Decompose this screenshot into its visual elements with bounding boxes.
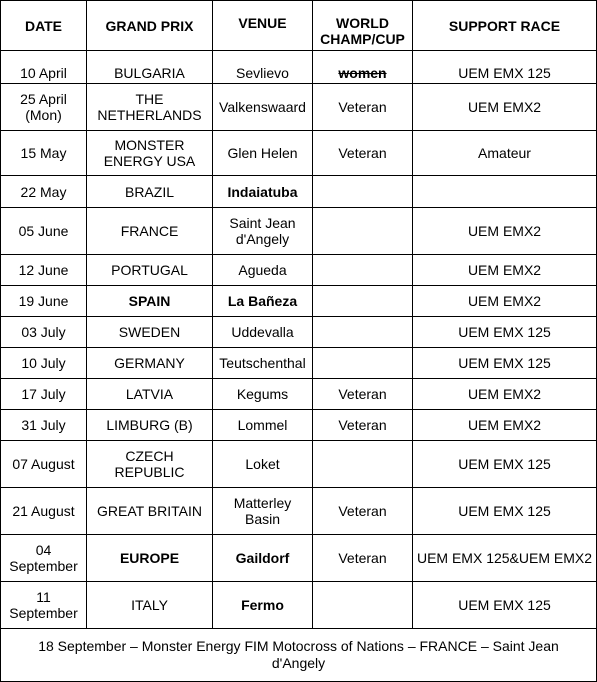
cell-grand-prix: GERMANY <box>87 348 213 379</box>
cell-venue: Agueda <box>213 255 313 286</box>
cell-venue: Lommel <box>213 410 313 441</box>
cell-world: Veteran <box>313 535 413 582</box>
cell-world <box>313 51 413 84</box>
cell-world: Veteran <box>313 131 413 176</box>
cell-venue: Saint Jean d'Angely <box>213 208 313 255</box>
cell-date: 11 September <box>1 582 87 629</box>
cell-date: 19 June <box>1 286 87 317</box>
cell-venue: Uddevalla <box>213 317 313 348</box>
cell-date: 10 July <box>1 348 87 379</box>
cell-world <box>313 582 413 629</box>
cell-support: UEM EMX 125 <box>413 441 597 488</box>
cell-world: Veteran <box>313 410 413 441</box>
footer-row <box>1 629 597 682</box>
cell-support: UEM EMX2 <box>413 379 597 410</box>
cell-venue: Fermo <box>213 582 313 629</box>
cell-support: UEM EMX2 <box>413 255 597 286</box>
cell-grand-prix: FRANCE <box>87 208 213 255</box>
cell-grand-prix: BRAZIL <box>87 176 213 208</box>
cell-grand-prix: ITALY <box>87 582 213 629</box>
table-row <box>1 176 597 208</box>
cell-date: 25 April (Mon) <box>1 84 87 131</box>
header-world-champ-cup <box>313 1 413 51</box>
cell-date: 22 May <box>1 176 87 208</box>
table-row <box>1 286 597 317</box>
table-row <box>1 441 597 488</box>
cell-grand-prix: BULGARIA <box>87 51 213 84</box>
header-row <box>1 1 597 51</box>
table-row <box>1 348 597 379</box>
cell-world: Veteran <box>313 379 413 410</box>
cell-grand-prix: SPAIN <box>87 286 213 317</box>
cell-support: Amateur <box>413 131 597 176</box>
header-world-line1: WORLD <box>336 15 389 31</box>
table-row <box>1 535 597 582</box>
cell-venue: Glen Helen <box>213 131 313 176</box>
cell-date: 05 June <box>1 208 87 255</box>
cell-date: 03 July <box>1 317 87 348</box>
header-world-line2: CHAMP/CUP <box>320 31 405 47</box>
cell-world-struck: women <box>338 65 387 81</box>
cell-world <box>313 255 413 286</box>
cell-venue: Gaildorf <box>213 535 313 582</box>
cell-support: UEM EMX2 <box>413 286 597 317</box>
cell-grand-prix: LIMBURG (B) <box>87 410 213 441</box>
cell-venue: Kegums <box>213 379 313 410</box>
table-row <box>1 582 597 629</box>
cell-date: 15 May <box>1 131 87 176</box>
header-grand-prix: GRAND PRIX <box>87 1 213 51</box>
cell-date: 12 June <box>1 255 87 286</box>
cell-venue: Indaiatuba <box>213 176 313 208</box>
table-row <box>1 410 597 441</box>
table-row <box>1 208 597 255</box>
cell-date: 31 July <box>1 410 87 441</box>
cell-grand-prix: LATVIA <box>87 379 213 410</box>
cell-support <box>413 176 597 208</box>
footer-note: 18 September – Monster Energy FIM Motocross of Nations – FRANCE – Saint Jean d'Angely <box>1 629 597 682</box>
cell-support: UEM EMX2 <box>413 84 597 131</box>
cell-support: UEM EMX2 <box>413 410 597 441</box>
cell-support: UEM EMX 125 <box>413 348 597 379</box>
cell-venue: Teutschenthal <box>213 348 313 379</box>
cell-world <box>313 441 413 488</box>
cell-grand-prix: PORTUGAL <box>87 255 213 286</box>
table-row <box>1 51 597 84</box>
table-row <box>1 317 597 348</box>
cell-date: 10 April <box>1 51 87 84</box>
cell-world <box>313 348 413 379</box>
cell-venue: Loket <box>213 441 313 488</box>
cell-grand-prix: CZECH REPUBLIC <box>87 441 213 488</box>
table-row <box>1 131 597 176</box>
cell-date: 17 July <box>1 379 87 410</box>
cell-world <box>313 286 413 317</box>
cell-venue: Valkenswaard <box>213 84 313 131</box>
cell-world <box>313 208 413 255</box>
cell-support: UEM EMX2 <box>413 208 597 255</box>
cell-date: 21 August <box>1 488 87 535</box>
table-row <box>1 379 597 410</box>
cell-world: Veteran <box>313 84 413 131</box>
cell-date: 07 August <box>1 441 87 488</box>
cell-venue: La Bañeza <box>213 286 313 317</box>
header-date: DATE <box>1 1 87 51</box>
cell-support: UEM EMX 125 <box>413 317 597 348</box>
cell-venue: Sevlievo <box>213 51 313 84</box>
cell-world <box>313 176 413 208</box>
cell-world <box>313 317 413 348</box>
table-row <box>1 255 597 286</box>
header-venue: VENUE <box>213 1 313 51</box>
table-row <box>1 84 597 131</box>
cell-world: Veteran <box>313 488 413 535</box>
header-support-race: SUPPORT RACE <box>413 1 597 51</box>
cell-date: 04 September <box>1 535 87 582</box>
cell-grand-prix: GREAT BRITAIN <box>87 488 213 535</box>
cell-support: UEM EMX 125 <box>413 51 597 84</box>
cell-support: UEM EMX 125 <box>413 488 597 535</box>
cell-grand-prix: SWEDEN <box>87 317 213 348</box>
cell-support: UEM EMX 125 <box>413 582 597 629</box>
table-row <box>1 488 597 535</box>
cell-grand-prix: THE NETHERLANDS <box>87 84 213 131</box>
cell-grand-prix: EUROPE <box>87 535 213 582</box>
cell-grand-prix: MONSTER ENERGY USA <box>87 131 213 176</box>
cell-venue: Matterley Basin <box>213 488 313 535</box>
cell-support: UEM EMX 125&UEM EMX2 <box>413 535 597 582</box>
